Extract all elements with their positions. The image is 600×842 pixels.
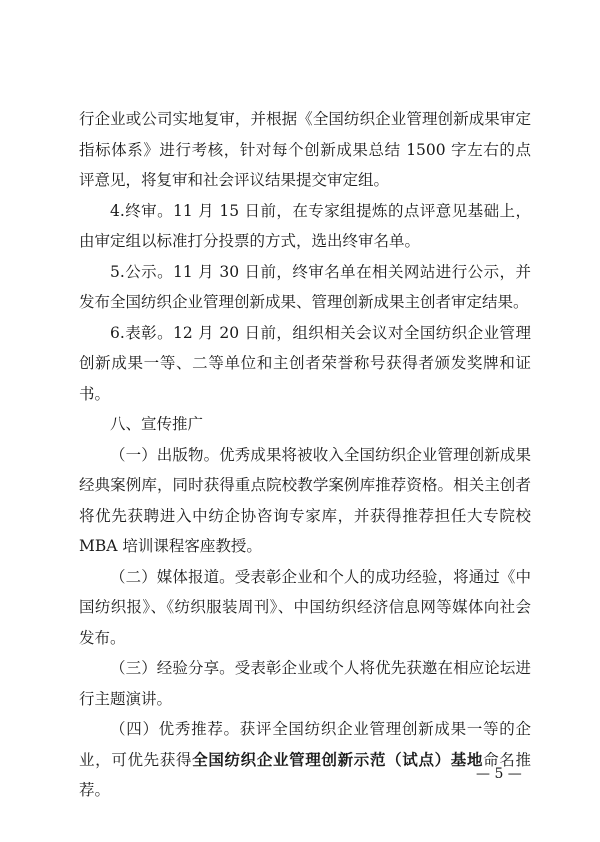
page-number: — 5 — [476,766,522,782]
paragraph-commendation: 6.表彰。12 月 20 日前，组织相关会议对全国纺织企业管理创新成果一等、二等单位和主创者荣誉称号获得者颁发奖牌和证书。 [79,323,531,403]
recommend-text-suffix: 命名推荐。 [79,750,531,799]
paragraph-publications: （一）出版物。优秀成果将被收入全国纺织企业管理创新成果经典案例库，同时获得重点院校教学案例库推荐资格。相关主创者将优先获聘进入中纺企协咨询专家库，并获得推荐担任大专院校 MBA 培训课程客座教授。 [79,445,531,555]
paragraph-media-coverage: （二）媒体报道。受表彰企业和个人的成功经验，将通过《中国纺织报》、《纺织服装周刊》、中国纺织经济信息网等媒体向社会发布。 [79,567,531,647]
recommend-text-bold: 全国纺织企业管理创新示范（试点）基地 [192,749,484,769]
paragraph-publicity: 5.公示。11 月 30 日前，终审名单在相关网站进行公示，并发布全国纺织企业管理创新成果、管理创新成果主创者审定结果。 [79,262,531,311]
document-body [79,104,531,806]
section-heading-promotion: 八、宣传推广 [110,415,204,433]
paragraph-experience-sharing: （三）经验分享。受表彰企业或个人将优先获邀在相应论坛进行主题演讲。 [79,659,531,708]
paragraph-final-review: 4.终审。11 月 15 日前，在专家组提炼的点评意见基础上，由审定组以标准打分投票的方式，选出终审名单。 [79,201,531,250]
paragraph-excellent-recommendation [79,714,531,806]
recommend-text-prefix: （四）优秀推荐。获评全国纺织企业管理创新成果一等的企业，可优先获得 [79,720,531,769]
paragraph-review-continued: 行企业或公司实地复审，并根据《全国纺织企业管理创新成果审定指标体系》进行考核，针对每个创新成果总结 1500 字左右的点评意见，将复审和社会评议结果提交审定组。 [79,110,531,189]
